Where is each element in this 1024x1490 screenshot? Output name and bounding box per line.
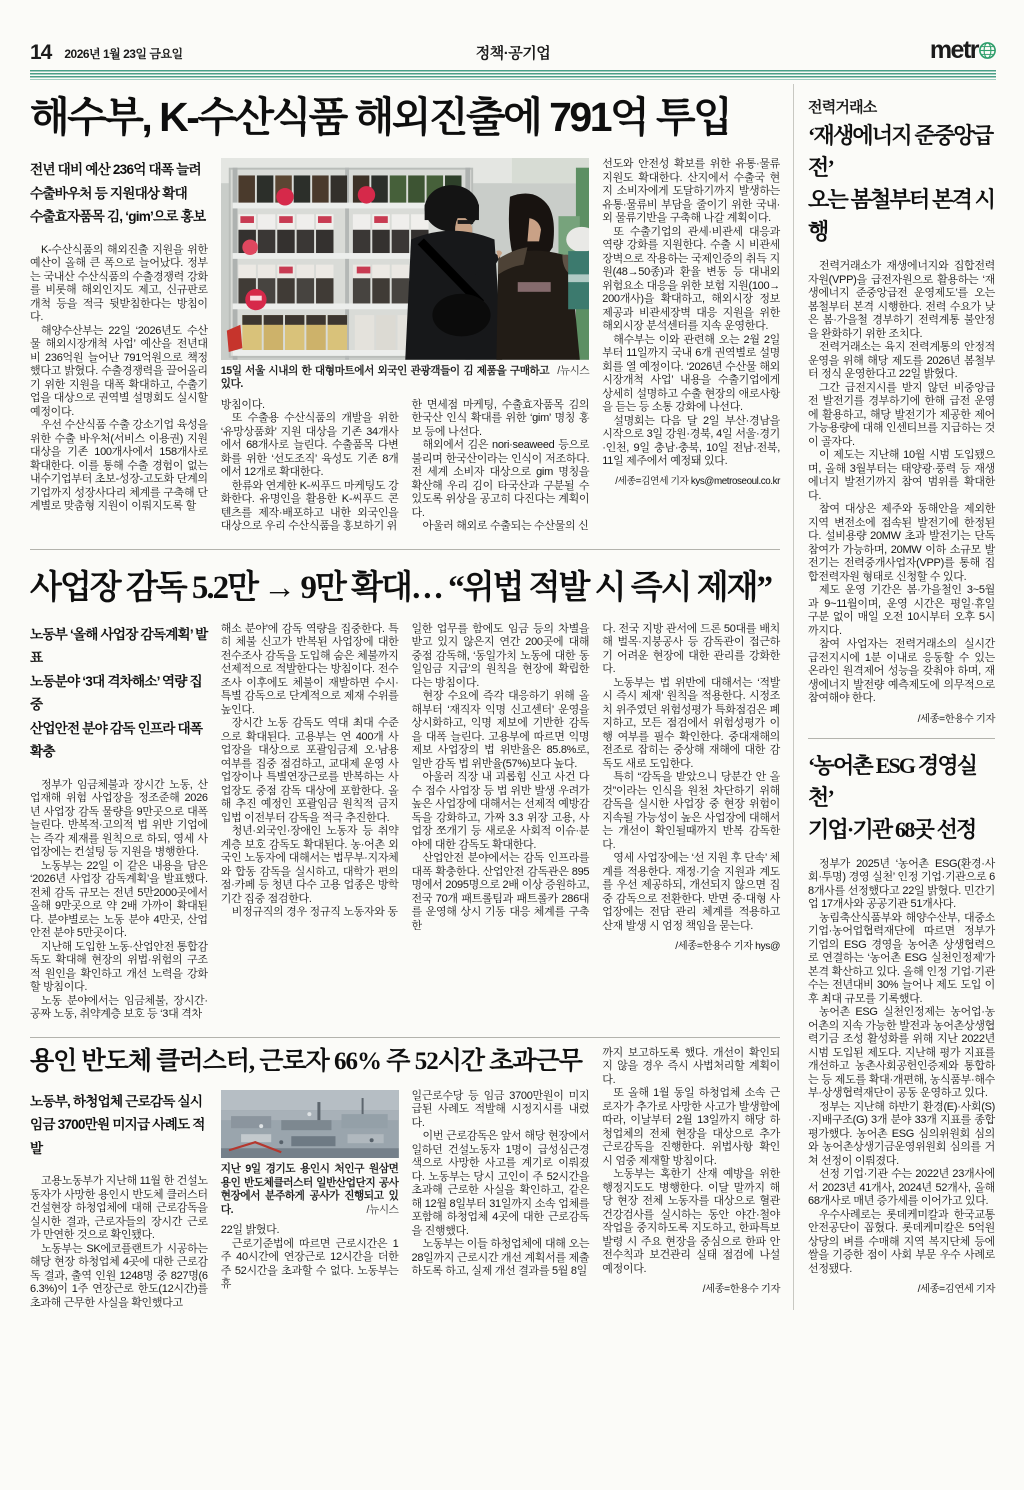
article-yongin-col4 xyxy=(602,1047,780,1311)
article-divider-1 xyxy=(30,549,780,550)
construction-photo-illustration xyxy=(221,1090,399,1158)
paragraph: 노동부는 법 위반에 대해서는 ‘적발 시 즉시 제재’ 원칙을 적용한다. 시정조치 위주였던 위험성평가 특화점검은 폐지하고, 모든 점검에서 위험성평가 이행 여부를 필수 확인한다. 중대재해의 전조로 잡히는 중상해 재해에 대한 감독도 새로 도입한다. xyxy=(602,676,780,770)
article-yongin-col2 xyxy=(221,1090,399,1311)
article-inspection-col4 xyxy=(602,623,780,1022)
article-inspection-col2 xyxy=(221,623,399,1022)
paragraph: 그간 급전지시를 받지 않던 비중앙급전 발전기를 경부하기에 한해 급전 운영에 활용하고, 해당 발전기가 제공한 제어가능용량에 대해 인센티브를 지급하는 것이 골자다. xyxy=(808,381,995,448)
article-inspection-intro xyxy=(30,623,208,764)
paragraph: 농어촌 ESG 실천인정제는 농어업·농어촌의 지속 가능한 발전과 농어촌상생협력기금 조성 활성화를 위해 지난 2022년 시범 도입된 제도다. 지난해 평가 지표를 개선하고 농촌사회공헌인증제와 통합하는 등 제도를 확대·개편해, 농식품부·해수부·상생협력재단이 공동 운영하고 있다. xyxy=(808,1006,995,1099)
paragraph: 영세 사업장에는 ‘선 지원 후 단속’ 체계를 적용한다. 재정·기술 지원과 계도를 우선 제공하되, 개선되지 않으면 집중 감독으로 전환한다. 반면 중·대형 사업장에는 전담 관리 체계를 적용하고 산재 발생 시 엄정 책임을 묻는다. xyxy=(602,852,780,932)
paragraph: 해수부는 이와 관련해 오는 2월 2일부터 11일까지 국내 6개 권역별로 설명회를 열 예정이다. ‘2026년 수산물 해외시장개척 사업’ 내용을 수출기업에게 상세히 설명하고 수출 현장의 애로사항을 듣는 등 소통 강화에 나선다. xyxy=(602,333,780,414)
metro-logo xyxy=(930,38,996,63)
article-fisheries-photo-block xyxy=(221,158,590,399)
paragraph: 노동부는 이들 하청업체에 대해 오는 28일까지 근로시간 개선 계획서를 제출하도록 하고, 실제 개선 결과를 5월 8일 xyxy=(411,1238,590,1278)
article-yongin-byline: /세종=한용수 기자 xyxy=(702,1284,780,1296)
paragraph: 노동부는 22일 이 같은 내용을 담은 ‘2026년 사업장 감독계획’을 발표했다. 전체 감독 규모는 전년 5만2000곳에서 올해 9만곳으로 약 2배 가까이 확대된다. 분야별로는 노동 분야 4만곳, 산업안전 분야 5만곳이다. xyxy=(30,859,208,940)
sidebar-esg-headline xyxy=(808,750,995,846)
sidebar-power-kicker: 전력거래소 xyxy=(808,99,877,116)
paragraph: 제도 운영 기간은 봄·가을철인 3~5월과 9~11월이며, 운영 시간은 평일·휴일 구분 없이 매일 오전 10시부터 오후 5시까지다. xyxy=(808,584,995,637)
article-fisheries-col3 xyxy=(412,399,590,534)
paragraph: 해외에서 김은 nori·seaweed 등으로 불리며 한국산이라는 인식이 저조하다. 전 세계 소비자 대상으로 gim 명칭을 확산해 우리 김이 타국산과 구분될 수 있도록 위상을 공고히 다진다는 계획이다. xyxy=(411,439,590,519)
paragraph: 비정규직의 경우 정규직 노동자와 동 xyxy=(231,906,398,919)
article-fisheries xyxy=(30,94,780,534)
intro-line: 전년 대비 예산 236억 대폭 늘려 xyxy=(30,162,201,178)
paragraph: 설명회는 다음 달 2일 부산·경남을 시작으로 3일 강원·경북, 4일 서울·경기·인천, 9일 충남·충북, 10일 전남·전북, 11일 제주에서 예정돼 있다. xyxy=(602,414,780,468)
paragraph: 일근로수당 등 임금 3700만원이 미지급된 사례도 적발해 시정지시를 내렸다. xyxy=(411,1089,590,1129)
paragraph: 참여 사업자는 전력거래소의 실시간 급전지시에 1분 이내로 응동할 수 있는 온라인 원격제어 성능을 갖춰야 하며, 재생에너지 발전량 예측제도에 의무적으로 참여해야 한다. xyxy=(808,638,995,704)
photo-credit: /뉴시스 xyxy=(366,1203,399,1216)
paragraph: 특히 “감독을 받았으니 당분간 안 올 것”이라는 인식을 원천 차단하기 위해 감독을 실시한 사업장 중 현장 위험이 지속될 가능성이 높은 사업장에 대해서는 개선이 확인될때까지 반복 감독한다. xyxy=(602,771,780,851)
article-yongin-col3 xyxy=(412,1090,590,1311)
paragraph: 방침이다. xyxy=(220,398,265,411)
paragraph: 또 올해 1월 동일 하청업체 소속 근로자가 추가로 사망한 사고가 발생함에 따라, 이날부터 2월 13일까지 해당 하청업체의 전체 현장을 대상으로 추가 근로감독을 진행한다. 위법사항 확인 시 엄중 제재할 방침이다. xyxy=(602,1087,780,1167)
paragraph: 해소 분야’에 감독 역량을 집중한다. 특히 체불 신고가 반복된 사업장에 대한 전수조사 감독을 도입해 숨은 체불까지 선제적으로 적발한다는 방침이다. 전수조사 이후에도 체불이 재발하면 수시·특별 감독으로 단계적으로 제재 수위를 높인다. xyxy=(220,622,399,716)
paragraph: 산업안전 분야에서는 감독 인프라를 대폭 확충한다. 산업안전 감독관은 895명에서 2095명으로 2배 이상 증원하고, 전국 70개 패트롤팀과 패트롤카 286대를 운영해 상시 기동 대응 체계를 구축한 xyxy=(411,852,590,932)
sidebar-power-headline xyxy=(808,120,995,248)
photo-credit: /뉴시스 xyxy=(557,364,590,377)
globe-icon xyxy=(979,42,996,59)
construction-photo xyxy=(221,1090,399,1158)
sidebar-article-power xyxy=(808,96,995,725)
paragraph: 근로기준법에 따르면 근로시간은 1주 40시간에 연장근로 12시간을 더한 주 52시간을 초과할 수 없다. 노동부는 휴 xyxy=(220,1237,399,1291)
paragraph: 한 면세점 마케팅, 수출효자품목 김의 한국산 인식 확대를 위한 ‘gim’ 명칭 홍보 등에 나선다. xyxy=(411,398,590,438)
headline-line: 오는 봄철부터 본격 시행 xyxy=(808,187,995,244)
paragraph: 이 제도는 지난해 10월 시범 도입됐으며, 올해 3월부터는 태양광·풍력 등 재생에너지 발전기까지 참여 범위를 확대한다. xyxy=(808,449,995,502)
article-yongin-body xyxy=(30,1047,780,1311)
headline-line: ‘농어촌 ESG 경영실천’ xyxy=(808,752,977,810)
paragraph: 노동부는 SK에코플랜트가 시공하는 해당 현장 하청업체 4곳에 대한 근로감독 결과, 출역 인원 1248명 중 827명(66.3%)이 1주 연장근로 한도(12시간)를 초과해 근무한 사실을 확인했다고 xyxy=(30,1242,208,1309)
sidebar-esg-body xyxy=(808,858,995,1277)
masthead-rule xyxy=(30,70,996,80)
headline-line: 기업·기관 68곳 선정 xyxy=(808,816,976,842)
paragraph: 아울러 해외로 수출되는 수산물의 신 xyxy=(422,520,589,533)
paragraph: 지난해 도입한 노동·산업안전 통합감독도 확대해 현장의 위법·위험의 구조적 원인을 확인하고 개선 노력을 강화할 방침이다. xyxy=(30,940,208,994)
intro-line: 임금 3700만원 미지급 사례도 적발 xyxy=(30,1117,205,1156)
paragraph: 정부가 2025년 ‘농어촌 ESG(환경·사회·투명) 경영 실천’ 인정 기업·기관으로 68개사를 선정했다고 22일 밝혔다. 민간기업 17개사와 공공기관 51개사다. xyxy=(808,857,995,910)
article-fisheries-intro xyxy=(30,158,208,229)
article-inspection-byline: /세종=한용수 기자 hys@ xyxy=(675,941,780,953)
issue-date: 2026년 1월 23일 금요일 xyxy=(64,47,183,61)
article-inspection-headline: 사업장 감독 5.2만 → 9만 확대… “위법 적발 시 즉시 제재” xyxy=(30,569,772,606)
paragraph: 전력거래소는 육지 전력계통의 안정적 운영을 위해 해당 제도를 2026년 봄철부터 정식 운영한다고 22일 밝혔다. xyxy=(808,341,995,380)
paragraph: 노동부는 혹한기 산재 예방을 위한 행정지도도 병행한다. 이달 말까지 해당 현장 전체 노동자를 대상으로 혈관건강검사를 실시하는 동안 야간·철야 작업을 중지하도록 지도하고, 한파특보 발령 시 주요 현장을 중심으로 한파 안전수칙과 보건관리 실태 점검에 나설 예정이다. xyxy=(602,1168,780,1275)
article-yongin-col1 xyxy=(30,1090,208,1311)
article-yongin-intro xyxy=(30,1090,208,1161)
paragraph: 이번 근로감독은 앞서 해당 현장에서 일하던 건설노동자 1명이 급성심근경색으로 사망한 사고를 계기로 이뤄졌다. 노동부는 당시 고인이 주 52시간을 초과해 근로한 사실을 확인하고, 같은 해 12월 8일부터 31일까지 소속 업체를 포함해 하청업체 4곳에 대한 근로감독을 진행했다. xyxy=(411,1130,590,1237)
page-content xyxy=(30,84,996,1310)
mart-photo xyxy=(221,158,590,360)
paragraph: 다. 전국 지방 관서에 드론 50대를 배치해 벌목·지붕공사 등 감독관이 접근하기 어려운 현장에 대한 관리를 강화한다. xyxy=(602,622,780,676)
article-fisheries-byline: /세종=김연세 기자 kys@metroseoul.co.kr xyxy=(615,475,780,487)
sidebar-column xyxy=(793,84,995,1310)
article-fisheries-col2 xyxy=(221,399,399,534)
caption-text: 지난 9일 경기도 용인시 처인구 원삼면 용인 반도체클러스터 일반산업단지 공사현장에서 분주하게 공사가 진행되고 있다. xyxy=(220,1163,399,1216)
paragraph: 선정 기업·기관 수는 2022년 23개사에서 2023년 41개사, 2024년 52개사, 올해 68개사로 매년 증가세를 이어가고 있다. xyxy=(808,1168,995,1207)
article-fisheries-headline: 해수부, K-수산식품 해외진출에 791억 투입 xyxy=(30,94,731,140)
paragraph: 아울러 직장 내 괴롭힘 신고 사건 다수 접수 사업장 등 법 위반 발생 우려가 높은 사업장에 대해서는 선제적 예방감독을 강화하고, 가짜 3.3 위장 고용, 사업장 쪼개기 등 새로운 사회적 이슈·분야에 대한 감독도 확대한다. xyxy=(411,771,590,851)
header-left xyxy=(30,42,476,63)
article-inspection xyxy=(30,561,780,1022)
page-header xyxy=(30,0,996,70)
intro-line: 노동부, 하청업체 근로감독 실시 xyxy=(30,1093,203,1109)
intro-line: 노동분야 ‘3대 격차해소’ 역량 집중 xyxy=(30,673,202,713)
metro-logo-text: metr xyxy=(929,36,979,64)
headline-line: ‘재생에너지 준중앙급전’ xyxy=(808,123,993,180)
article-fisheries-col4 xyxy=(602,158,780,534)
page-number: 14 xyxy=(30,41,52,64)
paragraph: 참여 대상은 제주와 동해안을 제외한 지역 변전소에 접속된 발전기에 한정된다. 설비용량 20MW 초과 발전기는 단독 참여가 가능하며, 20MW 이하 소규모 발전기는 전력중개사업자(VPP)를 통해 집합전력자원 형태로 신청할 수 있다. xyxy=(808,503,995,583)
caption-text: 15일 서울 시내의 한 대형마트에서 외국인 관광객들이 김 제품을 구매하고 있다. xyxy=(220,364,550,391)
article-inspection-body xyxy=(30,623,780,1022)
paragraph: 고용노동부가 지난해 11월 한 건설노동자가 사망한 용인시 반도체 클러스터 건설현장 하청업체에 대해 근로감독을 실시한 결과, 근로자들의 장시간 근로가 만연한 것으로 확인됐다. xyxy=(30,1175,208,1242)
paragraph: 청년·외국인·장애인 노동자 등 취약계층 보호 감독도 확대된다. 농·어촌 외국인 노동자에 대해서는 법무부·지자체와 합동 감독을 실시하고, 대학가 편의점·카페 등 청년 다수 고용 업종은 방학 기간 집중 점검한다. xyxy=(220,825,399,905)
sidebar-article-esg xyxy=(808,750,995,1296)
paragraph: 우선 수산식품 수출 강소기업 육성을 위한 수출 바우처(서비스 이용권) 지원 대상을 기존 100개사에서 158개사로 확대한다. 이를 통해 수출 경험이 없는 내수기업부터 초보-성장-고도화 단계의 기업까지 성장사다리 체계를 구축해 단계별로 맞춤형 지원이 이뤄지도록 할 xyxy=(30,419,208,513)
article-inspection-col1 xyxy=(30,623,208,1022)
article-fisheries-col1 xyxy=(30,158,208,534)
paragraph: 노동 분야에서는 임금체불, 장시간·공짜 노동, 취약계층 보호 등 ‘3대 격차 xyxy=(30,994,208,1021)
article-divider-2 xyxy=(30,1037,780,1038)
mart-photo-caption xyxy=(221,360,590,399)
section-title: 정책·공기업 xyxy=(475,45,551,62)
paragraph: 정부가 임금체불과 장시간 노동, 산업재해 위험 사업장을 정조준해 2026년 사업장 감독 물량을 9만곳으로 대폭 늘린다. 반복적·고의적 법 위반 기업에는 즉각 제재를 원칙으로 하되, 영세 사업장에는 컨설팅 등 지원을 병행한다. xyxy=(30,778,208,859)
paragraph: 또 수출기업의 관세·비관세 대응과 역량 강화를 지원한다. 수출 시 비관세 장벽으로 작용하는 국제인증의 취득 지원(48→50종)과 환율 변동 등 대내외 위험요소 대응을 위한 보험 지원(100→200개사)을 확대하고, 해외시장 정보 제공과 비관세장벽 대응 지원을 위한 해외시장 분석센터를 지속 운영한다. xyxy=(602,225,780,333)
article-fisheries-body xyxy=(30,158,780,534)
paragraph: 해양수산부는 22일 ‘2026년도 수산물 해외시장개척 사업’ 예산을 전년대비 236억원 늘어난 791억원으로 책정했다고 밝혔다. 수출경쟁력을 끌어올리기 위한 지원을 대폭 확대하고, 수출기업을 대상으로 권역별 설명회도 실시할 예정이다. xyxy=(30,324,208,418)
paragraph: 농림축산식품부와 해양수산부, 대중소기업·농어업협력재단에 따르면 정부가 기업의 ESG 경영을 농어촌 상생협력으로 연결하는 ‘농어촌 ESG 실천인정제’가 본격 확산하고 있다. 올해 인정 기업·기관 수는 전년대비 30% 늘어나 제도 도입 이후 최대 규모를 기록했다. xyxy=(808,911,995,1005)
paragraph: 한류와 연계한 K-씨푸드 마케팅도 강화한다. 유명인을 활용한 K-씨푸드 콘텐츠를 제작·배포하고 내한 외국인을 대상으로 우리 수산식품을 홍보하기 위 xyxy=(220,479,399,533)
article-yongin xyxy=(30,1047,780,1311)
paragraph: 까지 보고하도록 했다. 개선이 확인되지 않을 경우 즉시 사법처리할 계획이다. xyxy=(602,1046,780,1086)
sidebar-divider xyxy=(808,738,995,739)
intro-line: 노동부 ‘올해 사업장 감독계획’ 발표 xyxy=(30,626,208,666)
mart-photo-illustration xyxy=(221,158,590,360)
intro-line: 수출효자품목 김, ‘gim’으로 홍보 xyxy=(30,209,206,225)
paragraph: 현장 수요에 즉각 대응하기 위해 올해부터 ‘재직자 익명 신고센터’ 운영을 상시화하고, 익명 제보에 기반한 감독을 대폭 늘린다. 고용부에 따르면 익명 제보 사업장의 법 위반율은 85.8%로, 일반 감독 법 위반율(57%)보다 높다. xyxy=(411,690,590,770)
main-column xyxy=(30,84,780,1310)
intro-line: 산업안전 분야 감독 인프라 대폭 확충 xyxy=(30,720,203,760)
sidebar-esg-byline: /세종=김연세 기자 xyxy=(917,1284,995,1295)
sidebar-power-body xyxy=(808,260,995,706)
sidebar-power-byline: /세종=한용수 기자 xyxy=(917,713,995,725)
paragraph: 22일 밝혔다. xyxy=(220,1224,280,1237)
article-inspection-col3 xyxy=(412,623,590,1022)
header-right xyxy=(550,38,996,63)
intro-line: 수출바우처 등 지원대상 확대 xyxy=(30,185,187,201)
paragraph: 전력거래소가 재생에너지와 집합전력자원(VPP)을 급전자원으로 활용하는 ‘재생에너지 준중앙급전 운영제도’를 오는 봄철부터 본격 시행한다. 전력 수요가 낮은 봄·가을철 경부하기 전력계통 불안정을 완화하기 위한 조치다. xyxy=(808,260,995,340)
paragraph: 또 수출용 수산식품의 개발을 위한 ‘유망상품화’ 지원 대상을 기존 34개사에서 68개사로 늘린다. 수출품목 다변화를 위한 ‘선도조직’ 육성도 기존 8개에서 12개로 확대한다. xyxy=(220,412,399,479)
paragraph: K-수산식품의 해외진출 지원을 위한 예산이 올해 큰 폭으로 늘어났다. 정부는 국내산 수산식품의 수출경쟁력 강화를 비롯해 해외인지도 제고, 신규판로 개척 등을 적극 뒷받침한다는 방침이다. xyxy=(30,243,208,324)
paragraph: 정부는 지난해 하반기 환경(E)·사회(S)·지배구조(G) 3개 분야 33개 지표를 종합 평가했다. 농어촌 ESG 심의위원회 심의와 농어촌상생기금운영위원회 심의를 거쳐 선정이 이뤄졌다. xyxy=(808,1100,995,1167)
construction-photo-caption xyxy=(221,1158,399,1224)
paragraph: 일한 업무를 함에도 임금 등의 차별을 받고 있지 않은지 연간 200곳에 대해 중점 감독해, ‘동일가치 노동에 대한 동일임금 지급’의 원칙을 현장에 확립한다는 방침이다. xyxy=(411,622,590,689)
article-yongin-headline: 용인 반도체 클러스터, 근로자 66% 주 52시간 초과근무 xyxy=(30,1047,582,1075)
paragraph: 선도와 안전성 확보를 위한 유통·물류 지원도 확대한다. 산지에서 수출국 현지 소비자에게 도달하기까지 발생하는 유통·물류비 부담을 줄이기 위한 국내·외 물류기반을 구축해 나갈 계획이다. xyxy=(602,158,780,225)
paragraph: 우수사례로는 롯데케미칼과 한국교통안전공단이 꼽혔다. 롯데케미칼은 5억원 상당의 벼를 수매해 지역 복지단체 등에 쌀을 기증한 점이 사회 부문 우수 사례로 선정됐다. xyxy=(808,1208,995,1275)
paragraph: 장시간 노동 감독도 역대 최대 수준으로 확대된다. 고용부는 연 400개 사업장을 대상으로 포괄임금제 오·남용 여부를 집중 점검하고, 교대제 운영 사업장이나 특별연장근로를 반복하는 사업장도 중점 감독 대상에 포함한다. 올해 추진 예정인 포괄임금 원칙적 금지 입법 이전부터 감독을 적극 추진한다. xyxy=(220,717,399,824)
